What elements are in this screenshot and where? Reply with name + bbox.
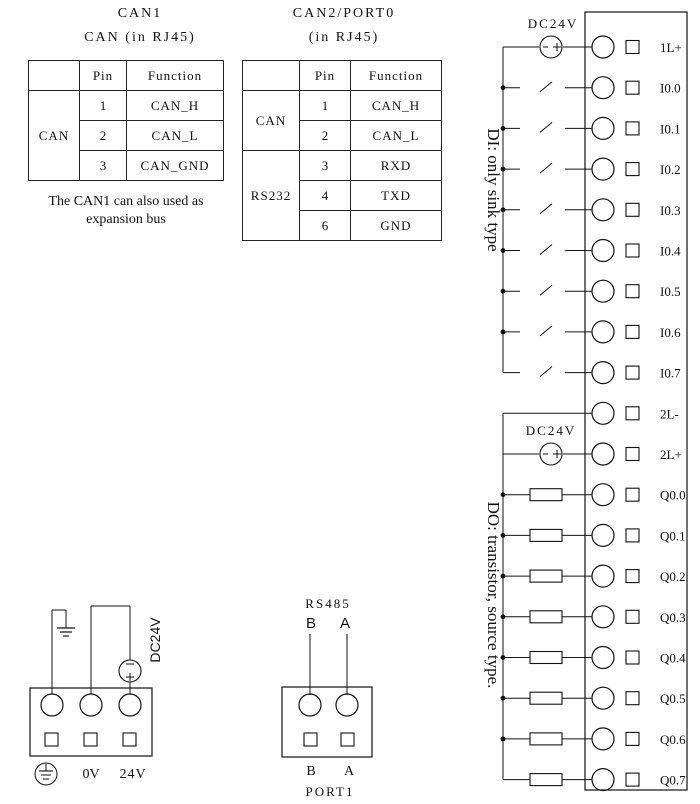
table-cell-pin: 3 xyxy=(80,151,127,181)
terminal-screw xyxy=(592,36,614,58)
supply2-label: DC24V xyxy=(525,423,577,438)
terminal-screw xyxy=(592,728,614,750)
terminal-label: I0.1 xyxy=(660,121,681,137)
switch-contact xyxy=(540,122,552,132)
terminal-slot xyxy=(626,529,639,542)
table-group-can: CAN xyxy=(243,91,300,151)
terminal-screw xyxy=(592,402,614,424)
wire-junction xyxy=(501,330,506,335)
table-cell-pin: 2 xyxy=(300,121,351,151)
terminal-slot xyxy=(626,366,639,379)
table-cell-function: CAN_H xyxy=(127,91,224,121)
port1-bottom-label-b: B xyxy=(306,764,316,779)
terminal-slot xyxy=(626,244,639,257)
load-resistor xyxy=(530,692,562,704)
power-connector xyxy=(30,606,163,785)
terminal-screw xyxy=(592,240,614,262)
table-cell-function: TXD xyxy=(351,181,442,211)
terminal-slot xyxy=(626,692,639,705)
terminal-screw xyxy=(592,158,614,180)
terminal-label: I0.3 xyxy=(660,202,681,218)
table-header-function: Function xyxy=(127,61,224,91)
terminal-screw xyxy=(592,606,614,628)
table-header-pin: Pin xyxy=(300,61,351,91)
terminal-slot xyxy=(626,488,639,501)
terminal-slot xyxy=(626,81,639,94)
switch-contact xyxy=(540,326,552,336)
wire-junction xyxy=(501,696,506,701)
terminal-screw xyxy=(592,687,614,709)
switch-contact xyxy=(540,285,552,295)
terminal-slot xyxy=(626,325,639,338)
terminal-label: Q0.2 xyxy=(660,569,686,585)
port1-terminal-slot xyxy=(341,733,354,746)
can1-note-line2: expansion bus xyxy=(86,212,166,227)
terminal-label: Q0.7 xyxy=(660,772,686,788)
terminal-screw xyxy=(592,362,614,384)
do-type-label: DO: transistor, source type. xyxy=(484,501,503,689)
terminal-label: I0.4 xyxy=(660,243,681,259)
switch-contact xyxy=(540,163,552,173)
wire-junction xyxy=(501,492,506,497)
terminal-label: Q0.3 xyxy=(660,609,686,625)
switch-contact xyxy=(540,245,552,255)
terminal-screw xyxy=(592,199,614,221)
power-terminal-screw xyxy=(119,694,141,716)
wire-junction xyxy=(501,289,506,294)
load-resistor xyxy=(530,529,562,541)
terminal-label: 1L+ xyxy=(660,40,682,55)
terminal-label: I0.2 xyxy=(660,162,681,178)
table-cell-pin: 1 xyxy=(80,91,127,121)
dc-source-icon xyxy=(119,660,141,682)
ground-icon xyxy=(57,628,75,636)
wire-junction xyxy=(501,85,506,90)
terminal-label: I0.0 xyxy=(660,80,681,96)
terminal-slot xyxy=(626,570,639,583)
table-cell-function: GND xyxy=(351,211,442,241)
load-resistor xyxy=(530,652,562,664)
port1-top-label-b: B xyxy=(305,615,317,632)
table-cell-pin: 1 xyxy=(300,91,351,121)
terminal-label: Q0.6 xyxy=(660,731,686,747)
terminal-screw xyxy=(592,321,614,343)
table-cell-function: CAN_H xyxy=(351,91,442,121)
table-cell-function: CAN_L xyxy=(351,121,442,151)
load-resistor xyxy=(530,570,562,582)
switch-contact xyxy=(540,82,552,92)
switch-contact xyxy=(540,367,552,377)
load-resistor xyxy=(530,774,562,786)
supply1-label: DC24V xyxy=(527,16,579,31)
table-cell-pin: 2 xyxy=(80,121,127,151)
load-resistor xyxy=(530,733,562,745)
terminal-screw xyxy=(592,117,614,139)
can1-note-line1: The CAN1 can also used as xyxy=(48,194,204,209)
load-resistor xyxy=(530,611,562,623)
power-terminal-slot xyxy=(123,733,136,746)
terminal-slot xyxy=(626,407,639,420)
terminal-screw xyxy=(592,647,614,669)
table-header-function: Function xyxy=(351,61,442,91)
terminal-slot xyxy=(626,651,639,664)
power-supply-label: DC24V xyxy=(147,617,163,663)
switch-contact xyxy=(540,204,552,214)
do-wiring xyxy=(501,413,592,785)
terminal-slot xyxy=(626,610,639,623)
terminal-screw xyxy=(592,484,614,506)
di-type-label: DI: only sink type xyxy=(484,128,503,252)
terminal-screw xyxy=(592,280,614,302)
power-terminal-screw xyxy=(41,694,63,716)
can2-title: CAN2/PORT0 xyxy=(292,6,396,21)
terminal-slot xyxy=(626,285,639,298)
terminal-slot xyxy=(626,203,639,216)
table-header-pin: Pin xyxy=(80,61,127,91)
terminal-label: Q0.0 xyxy=(660,487,686,503)
table-cell-function: CAN_L xyxy=(127,121,224,151)
terminal-slot xyxy=(626,163,639,176)
load-resistor xyxy=(530,489,562,501)
wire-junction xyxy=(501,737,506,742)
di-wiring xyxy=(501,36,592,377)
table-cell-pin: 4 xyxy=(300,181,351,211)
terminal-screw xyxy=(592,443,614,465)
terminal-rows xyxy=(592,36,686,791)
terminal-label: Q0.5 xyxy=(660,691,686,707)
terminal-slot xyxy=(626,773,639,786)
port1-terminal-slot xyxy=(304,733,317,746)
can1-subtitle: CAN (in RJ45) xyxy=(84,30,196,45)
port1-header: RS485 xyxy=(305,596,351,611)
terminal-screw xyxy=(592,769,614,791)
terminal-slot xyxy=(626,448,639,461)
port1-bottom-label-a: A xyxy=(343,764,355,779)
terminal-label: 2L+ xyxy=(660,447,682,462)
power-terminal-screw xyxy=(80,694,102,716)
can1-title: CAN1 xyxy=(117,6,163,21)
port1-terminal-screw xyxy=(299,694,321,716)
can2-subtitle: (in RJ45) xyxy=(308,30,380,45)
table-cell-function: CAN_GND xyxy=(127,151,224,181)
power-terminal-slot xyxy=(84,733,97,746)
terminal-slot xyxy=(626,41,639,54)
terminal-label: I0.6 xyxy=(660,324,681,340)
terminal-slot xyxy=(626,732,639,745)
terminal-label: 2L- xyxy=(660,406,679,422)
power-label-24v: 24V xyxy=(119,767,147,782)
terminal-label: Q0.1 xyxy=(660,528,686,544)
table-cell-function: RXD xyxy=(351,151,442,181)
table-cell-pin: 3 xyxy=(300,151,351,181)
earth-ground-icon xyxy=(35,763,57,785)
port1-top-label-a: A xyxy=(339,615,351,632)
terminal-screw xyxy=(592,524,614,546)
terminal-label: Q0.4 xyxy=(660,650,686,666)
port1-terminal-screw xyxy=(336,694,358,716)
table-group-can: CAN xyxy=(29,91,80,181)
port1-name: PORT1 xyxy=(305,784,355,799)
terminal-screw xyxy=(592,565,614,587)
power-label-0v: 0V xyxy=(82,767,100,782)
terminal-label: I0.7 xyxy=(660,365,681,381)
terminal-label: I0.5 xyxy=(660,284,681,300)
port1-connector xyxy=(282,596,372,799)
table-group-rs232: RS232 xyxy=(243,151,300,241)
terminal-slot xyxy=(626,122,639,135)
terminal-screw xyxy=(592,77,614,99)
port1-connector-body xyxy=(282,687,372,757)
table-cell-pin: 6 xyxy=(300,211,351,241)
power-terminal-slot xyxy=(45,733,58,746)
